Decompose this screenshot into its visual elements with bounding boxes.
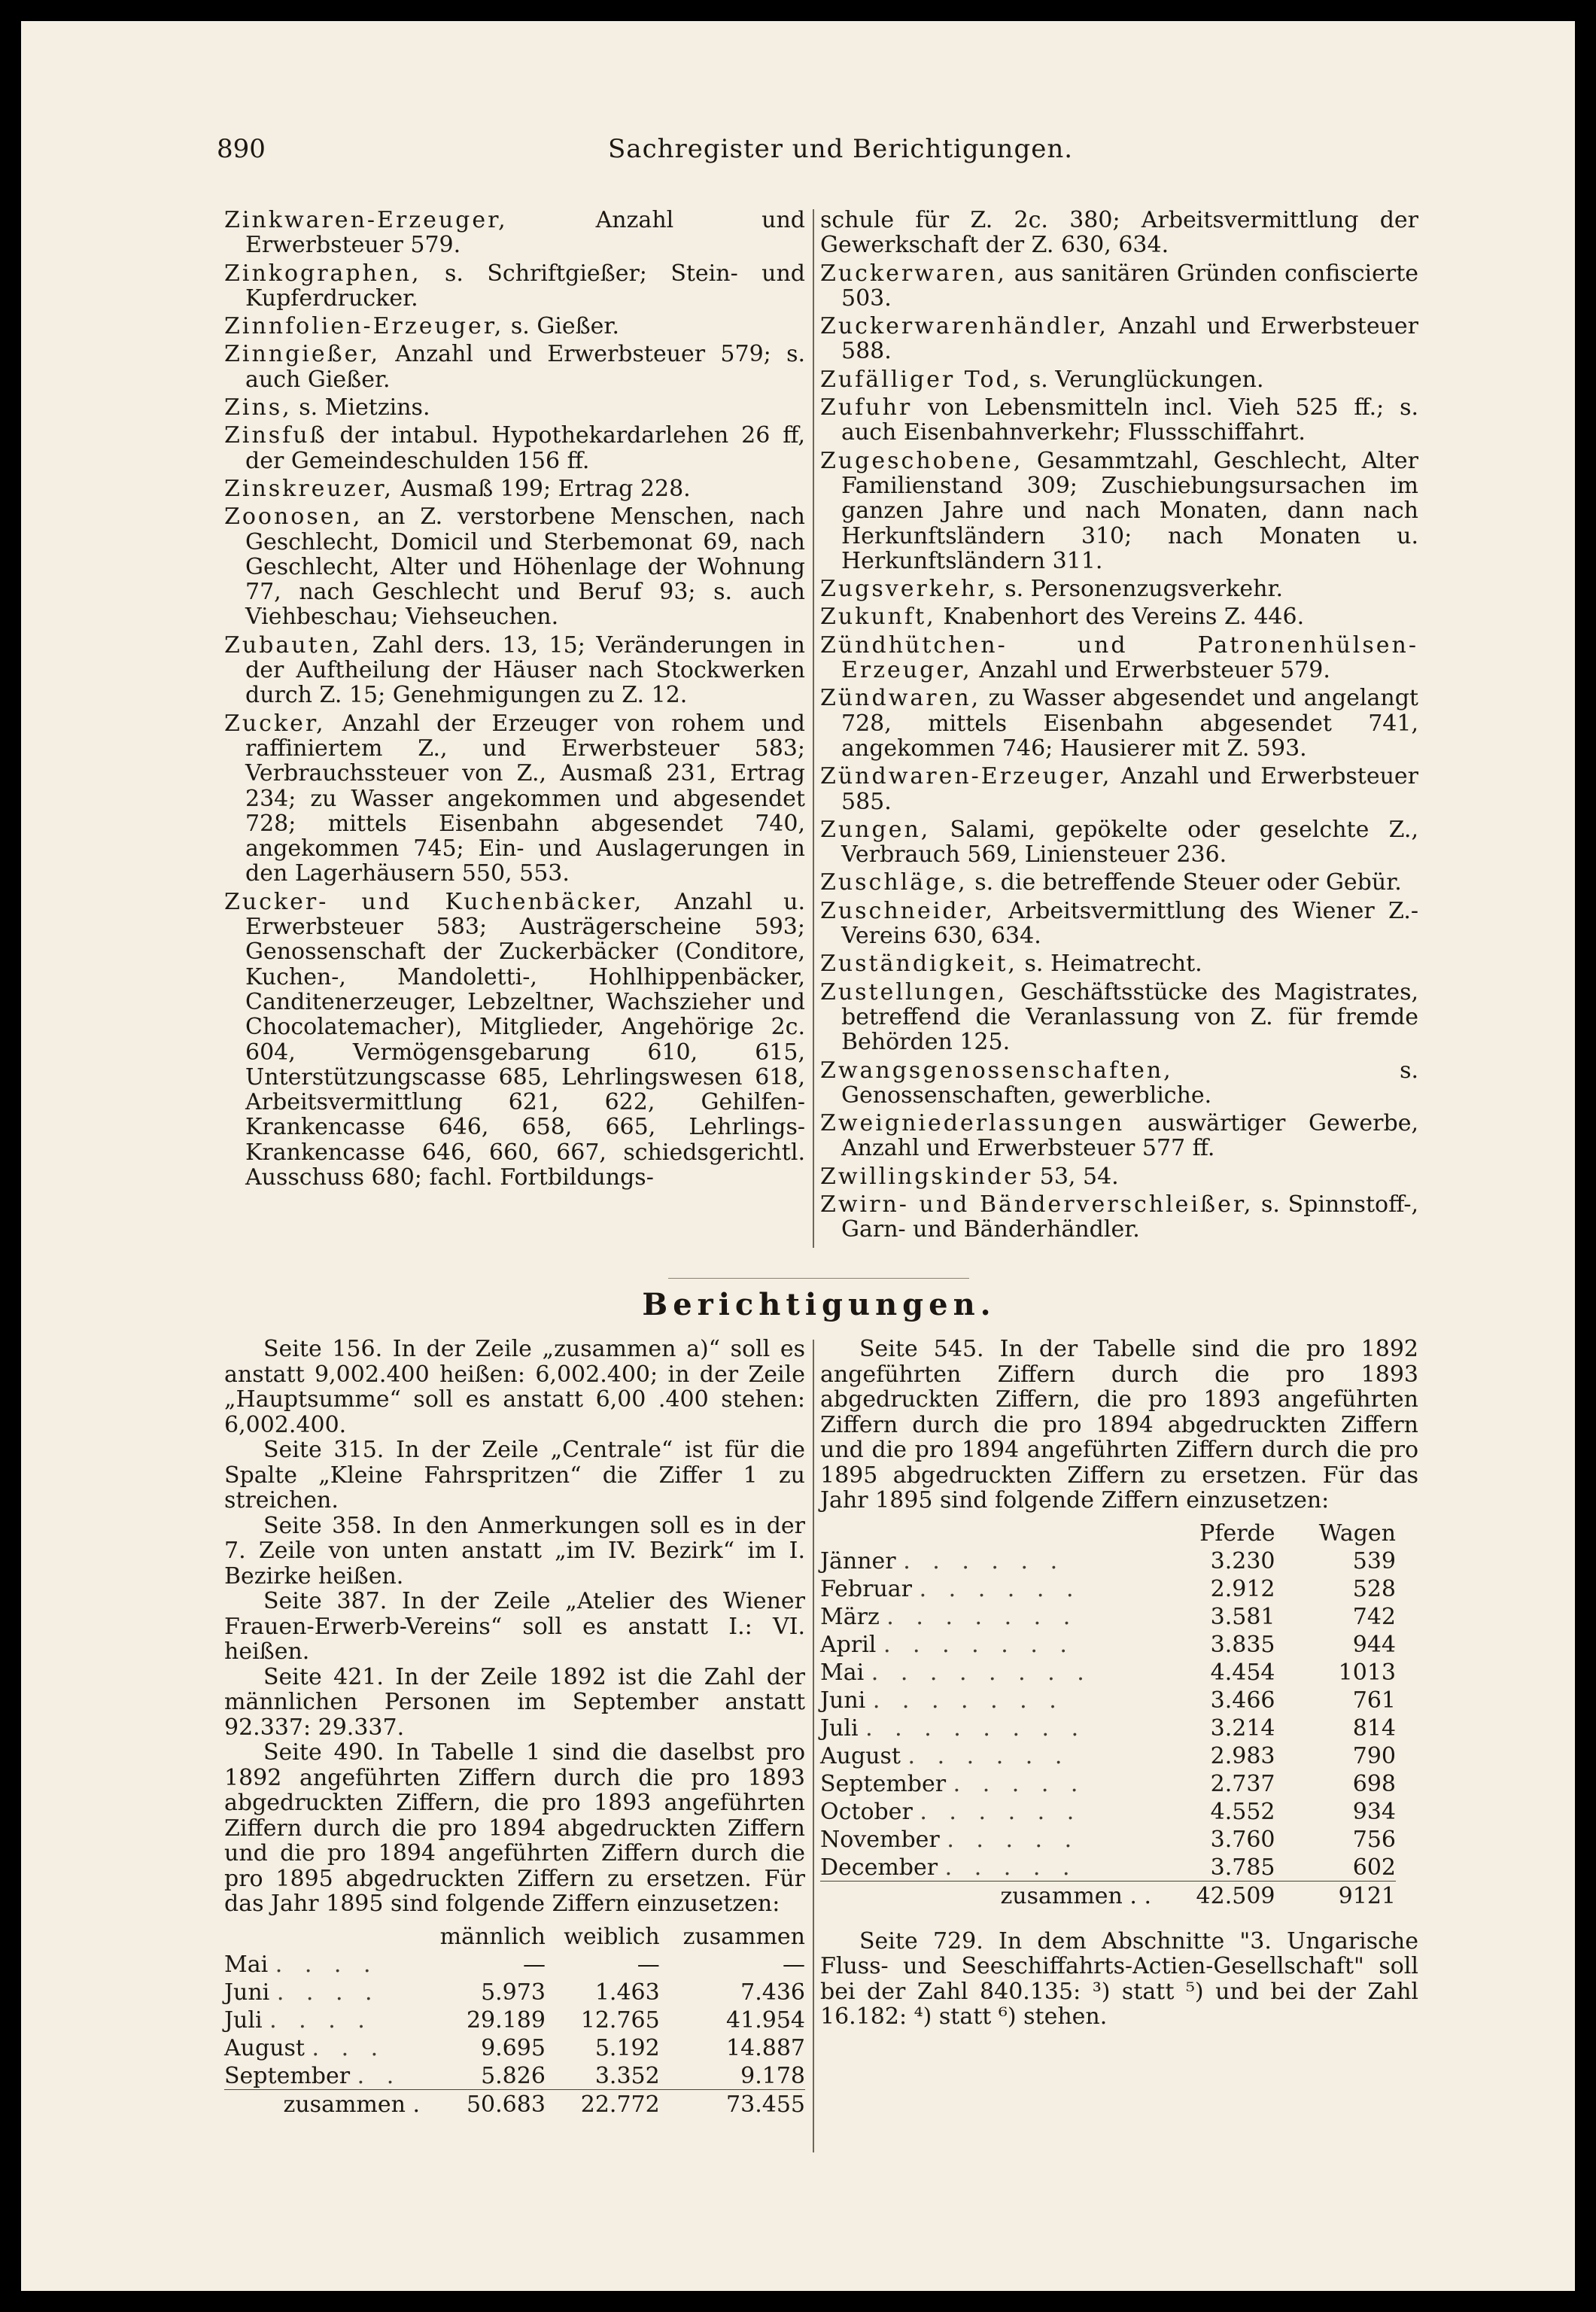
table-cell: 1.463 bbox=[594, 1979, 660, 2006]
month-label: October bbox=[820, 1799, 913, 1825]
entry-lemma: Zugeschobene, bbox=[820, 447, 1023, 474]
dot-leader: . . . . . . . bbox=[886, 1604, 1078, 1630]
correction-paragraph: Seite 545. In der Tabelle sind die pro 1892 angeführten Ziffern durch die pro 1893 abgedruckten Ziffern, die pro 1893 angeführten Ziffern durch die pro 1894 abgedruckten Ziffern und die pro 1894 angeführten Ziffern durch die pro 1895 abgedruckten Ziffern zu ersetzen. Für das Jahr 1895 sind folgende Ziffern einzusetzen: bbox=[820, 1336, 1418, 1513]
month-label: August bbox=[820, 1743, 901, 1769]
month-label: Juli bbox=[224, 2007, 263, 2034]
dot-leader: . . . . . . bbox=[903, 1548, 1066, 1574]
entry-text: Gesammtzahl, Geschlecht, Alter Familienstand 309; Zuschiebungsursachen im ganzen Jahre und nach Monaten, dann nach Herkunftsländern 310; nach Monaten u. Herkunftsländern 311. bbox=[841, 447, 1418, 574]
table-row bbox=[820, 1630, 1396, 1658]
entry-lemma: Zinkwaren-Erzeuger, bbox=[224, 207, 508, 233]
dot-leader: . . . . . . . bbox=[883, 1632, 1075, 1658]
dot-leader: . . . . . . bbox=[919, 1576, 1081, 1602]
entry-lemma: Zwangsgenossenschaften, bbox=[820, 1057, 1173, 1084]
entry-text: 53, 54. bbox=[1032, 1163, 1119, 1190]
entry-text: s. Spinnstoff-, Garn- und Bänderhändler. bbox=[841, 1191, 1418, 1243]
dot-leader: . . . . . bbox=[944, 1854, 1078, 1881]
dot-leader: . . . . . . . . bbox=[865, 1715, 1087, 1742]
table-cell: 602 bbox=[1352, 1854, 1396, 1881]
dot-leader: . . . . . . . . bbox=[871, 1659, 1092, 1686]
table-row bbox=[820, 1602, 1396, 1630]
index-entry bbox=[224, 711, 805, 887]
index-entry bbox=[820, 980, 1418, 1055]
book-page bbox=[21, 21, 1575, 2291]
index-entry bbox=[820, 686, 1418, 761]
entry-text: auswärtiger Gewerbe, Anzahl und Erwerbsteuer 577 ff. bbox=[841, 1110, 1418, 1162]
entry-lemma: Zustellungen, bbox=[820, 978, 1008, 1005]
index-entry bbox=[224, 504, 805, 629]
table-row bbox=[224, 2006, 805, 2034]
month-label: September bbox=[820, 1771, 947, 1797]
table-cell: — bbox=[522, 1952, 546, 1978]
total-label: zusammen . bbox=[224, 2089, 420, 2118]
entry-text: Anzahl und Erwerbsteuer 579. bbox=[971, 657, 1330, 684]
month-cell bbox=[224, 2061, 420, 2090]
entry-text: Ausmaß 199; Ertrag 228. bbox=[393, 475, 691, 502]
month-label: December bbox=[820, 1854, 938, 1881]
table-cell: 3.581 bbox=[1210, 1604, 1275, 1630]
month-label: Mai bbox=[820, 1659, 865, 1686]
month-label: Mai bbox=[224, 1952, 269, 1978]
entry-text: Knabenhort des Vereins Z. 446. bbox=[935, 604, 1305, 631]
index-entry bbox=[820, 576, 1418, 601]
index-entry bbox=[820, 764, 1418, 814]
table-cell: 3.352 bbox=[594, 2063, 660, 2089]
entry-text: schule für Z. 2c. 380; Arbeitsvermittlung der Gewerkschaft der Z. 630, 634. bbox=[820, 207, 1418, 259]
table-cell: 698 bbox=[1352, 1771, 1396, 1797]
table-cell: 42.509 bbox=[1151, 1881, 1275, 1909]
month-cell bbox=[820, 1769, 1151, 1797]
month-label: Juni bbox=[224, 1979, 270, 2006]
entry-text: s. Personenzugsverkehr. bbox=[997, 576, 1284, 603]
month-cell bbox=[224, 2034, 420, 2061]
month-cell bbox=[820, 1547, 1151, 1574]
entry-lemma: Zukunft, bbox=[820, 604, 936, 631]
month-cell bbox=[820, 1825, 1151, 1853]
table-cell: 814 bbox=[1352, 1715, 1396, 1742]
month-cell bbox=[820, 1602, 1151, 1630]
entry-lemma: Zinnfolien-Erzeuger, bbox=[224, 313, 504, 340]
index-entry bbox=[224, 342, 805, 392]
dot-leader: . . . . bbox=[276, 1979, 380, 2006]
index-entry bbox=[224, 314, 805, 339]
entry-text: Anzahl und Erwerbsteuer 579; s. auch Gießer. bbox=[245, 341, 805, 393]
table-cell: 4.552 bbox=[1210, 1799, 1275, 1825]
table-row bbox=[820, 1825, 1396, 1853]
entry-text: s. Genossenschaften, gewerbliche. bbox=[841, 1057, 1418, 1109]
table-cell: 756 bbox=[1352, 1827, 1396, 1853]
entry-lemma: Zweigniederlassungen bbox=[820, 1110, 1125, 1137]
table-header-cell: zusammen bbox=[682, 1924, 805, 1950]
table-row bbox=[224, 1950, 805, 1978]
table-cell: 790 bbox=[1352, 1743, 1396, 1769]
total-label: zusammen . . bbox=[820, 1881, 1151, 1909]
index-entry bbox=[820, 449, 1418, 573]
correction-paragraph: Seite 729. In dem Abschnitte "3. Ungarische Fluss- und Seeschiffahrts-Actien-Gesellschaft" soll bei der Zahl 840.135: ³) statt ⁵) und bei der Zahl 16.182: ⁴) statt ⁶) stehen. bbox=[820, 1927, 1418, 2030]
entry-lemma: Zufuhr bbox=[820, 394, 913, 421]
table-row bbox=[820, 1769, 1396, 1797]
entry-lemma: Zinkographen, bbox=[224, 260, 421, 287]
corrections-column-right bbox=[820, 1337, 1418, 2030]
table-cell: 41.954 bbox=[726, 2007, 805, 2034]
entry-lemma: Zuschläge, bbox=[820, 869, 968, 896]
index-entry bbox=[224, 261, 805, 312]
index-entry bbox=[820, 633, 1418, 683]
index-entry bbox=[820, 1058, 1418, 1109]
table-row bbox=[820, 1714, 1396, 1742]
table-cell: 29.189 bbox=[466, 2007, 546, 2034]
index-entry bbox=[820, 604, 1418, 629]
index-entry bbox=[820, 899, 1418, 949]
table-total-row bbox=[820, 1881, 1396, 1909]
entry-lemma: Zwillingskinder bbox=[820, 1163, 1033, 1190]
table-cell: 9121 bbox=[1275, 1881, 1396, 1909]
entry-lemma: Zins, bbox=[224, 394, 292, 421]
month-cell bbox=[224, 2006, 420, 2034]
table-cell: 742 bbox=[1352, 1604, 1396, 1630]
table-header-row bbox=[224, 1917, 805, 1950]
correction-paragraph: Seite 421. In der Zeile 1892 ist die Zahl der männlichen Personen im September anstatt 92.337: 29.337. bbox=[224, 1663, 805, 1741]
table-cell: 944 bbox=[1352, 1632, 1396, 1658]
index-entry bbox=[820, 1111, 1418, 1161]
month-cell bbox=[820, 1630, 1151, 1658]
table-row bbox=[820, 1547, 1396, 1574]
correction-paragraph: Seite 387. In der Zeile „Atelier des Wiener Frauen-Erwerb-Vereins“ soll es anstatt I.: VI. heißen. bbox=[224, 1588, 805, 1665]
index-entry bbox=[224, 423, 805, 473]
index-entry bbox=[820, 261, 1418, 312]
month-cell bbox=[820, 1686, 1151, 1714]
index-entry bbox=[224, 633, 805, 708]
index-entry bbox=[820, 314, 1418, 364]
dot-leader: . . . bbox=[312, 2035, 386, 2061]
entry-lemma: Zinsfuß bbox=[224, 422, 327, 449]
running-title: Sachregister und Berichtigungen. bbox=[608, 134, 1074, 164]
dot-leader: . . . . . bbox=[953, 1771, 1086, 1797]
table-cell: 2.983 bbox=[1210, 1743, 1275, 1769]
table-cell: 9.178 bbox=[740, 2063, 805, 2089]
index-entry bbox=[820, 870, 1418, 895]
table-cell: 539 bbox=[1352, 1548, 1396, 1574]
month-cell bbox=[820, 1714, 1151, 1742]
index-entry bbox=[820, 395, 1418, 446]
entry-text: s. Gießer. bbox=[503, 313, 620, 340]
entry-text: Anzahl u. Erwerbsteuer 583; Austrägerscheine 593; Genossenschaft der Zuckerbäcker (Conditore, Kuchen-, Mandoletti-, Hohlhippenbäcker, Canditenerzeuger, Lebzeltner, Wachszieher und Chocolatemacher), Mitglieder, Angehörige 2c. 604, Vermögensgebarung 610, 615, Unterstützungscasse 685, Lehrlingswesen 618, Arbeitsvermittlung 621, 622, Gehilfen-Krankencasse 646, 658, 665, Lehrlings-Krankencasse 646, 660, 667, schiedsgerichtl. Ausschuss 680; fachl. Fortbildungs- bbox=[245, 888, 805, 1191]
table-cell: 3.214 bbox=[1210, 1715, 1275, 1742]
table-cell: 50.683 bbox=[420, 2089, 546, 2118]
dot-leader: . . . . . . . bbox=[872, 1687, 1064, 1714]
month-label: November bbox=[820, 1827, 940, 1853]
index-column-left bbox=[224, 208, 805, 1193]
dot-leader: . . . . bbox=[269, 2007, 372, 2034]
month-label: Februar bbox=[820, 1576, 913, 1602]
running-head bbox=[217, 134, 1406, 164]
index-entry bbox=[224, 476, 805, 501]
table-row bbox=[224, 2061, 805, 2090]
entry-text: s. Heimatrecht. bbox=[1017, 951, 1202, 978]
entry-text: s. Schriftgießer; Stein- und Kupferdrucker. bbox=[245, 260, 805, 312]
correction-paragraph: Seite 490. In Tabelle 1 sind die daselbst pro 1892 angeführten Ziffern durch die pro 1893 abgedruckten Ziffern, die pro 1893 angeführten Ziffern durch die pro 1894 abgedruckten Ziffern und die pro 1894 angeführten Ziffern durch die pro 1895 abgedruckten Ziffern zu ersetzen. Für das Jahr 1895 sind folgende Ziffern einzusetzen: bbox=[224, 1739, 805, 1917]
entry-lemma: Zündhütchen- und Patronenhülsen-Erzeuger, bbox=[820, 631, 1418, 684]
table-cell: 3.230 bbox=[1210, 1548, 1275, 1574]
table-page-490 bbox=[224, 1917, 805, 2118]
table-cell: 2.737 bbox=[1210, 1771, 1275, 1797]
entry-lemma: Zinskreuzer, bbox=[224, 475, 394, 502]
table-cell: 73.455 bbox=[660, 2089, 805, 2118]
table-cell: 2.912 bbox=[1210, 1576, 1275, 1602]
table-cell: 3.466 bbox=[1210, 1687, 1275, 1714]
table-cell: 3.835 bbox=[1210, 1632, 1275, 1658]
table-header-cell bbox=[224, 1917, 420, 1950]
entry-text: an Z. verstorbene Menschen, nach Geschlecht, Domicil und Sterbemonat 69, nach Geschlecht, Alter und Höhenlage der Wohnung 77, nach Geschlecht und Beruf 93; s. auch Viehbeschau; Viehseuchen. bbox=[245, 503, 805, 631]
entry-text: Anzahl und Erwerbsteuer 588. bbox=[841, 313, 1418, 365]
entry-text: s. die betreffende Steuer oder Gebür. bbox=[967, 869, 1402, 896]
corrections-heading: Berichtigungen. bbox=[642, 1287, 996, 1322]
month-label: Jänner bbox=[820, 1548, 896, 1574]
table-header-cell: Pferde bbox=[1199, 1520, 1275, 1547]
month-cell bbox=[224, 1978, 420, 2006]
dot-leader: . . . . . bbox=[947, 1827, 1080, 1853]
entry-text: Zahl ders. 13, 15; Veränderungen in der Auftheilung der Häuser nach Stockwerken durch Z. 15; Genehmigungen zu Z. 12. bbox=[245, 631, 805, 709]
month-cell bbox=[820, 1574, 1151, 1602]
table-cell: 9.695 bbox=[481, 2035, 546, 2061]
dot-leader: . . bbox=[357, 2063, 402, 2089]
column-divider bbox=[813, 1340, 814, 2152]
entry-text: Arbeitsvermittlung des Wiener Z.-Vereins 630, 634. bbox=[841, 897, 1418, 950]
entry-lemma: Zinngießer, bbox=[224, 341, 381, 368]
entry-text: Anzahl der Erzeuger von rohem und raffiniertem Z., und Erwerbsteuer 583; Verbrauchssteuer von Z., Ausmaß 231, Ertrag 234; zu Wasser angekommen und abgesendet 728; mittels Eisenbahn abgesendet 740, angekommen 745; Ein- und Auslagerungen in den Lagerhäusern 550, 553. bbox=[245, 710, 805, 887]
entry-lemma: Zwirn- und Bänderverschleißer, bbox=[820, 1191, 1254, 1218]
month-label: April bbox=[820, 1632, 877, 1658]
entry-text: s. Mietzins. bbox=[291, 394, 430, 421]
entry-lemma: Zucker- und Kuchenbäcker, bbox=[224, 888, 644, 915]
entry-text: Salami, gepökelte oder geselchte Z., Verbrauch 569, Liniensteuer 236. bbox=[841, 816, 1418, 869]
page-number: 890 bbox=[217, 134, 266, 164]
table-page-545 bbox=[820, 1513, 1396, 1909]
entry-text: von Lebensmitteln incl. Vieh 525 ff.; s. auch Eisenbahnverkehr; Flussschiffahrt. bbox=[841, 394, 1418, 446]
index-entry bbox=[224, 890, 805, 1191]
entry-text: s. Verunglückungen. bbox=[1022, 366, 1264, 393]
entry-lemma: Zubauten, bbox=[224, 631, 362, 659]
index-entry bbox=[820, 951, 1418, 976]
entry-lemma: Zugsverkehr, bbox=[820, 576, 998, 603]
entry-lemma: Zoonosen, bbox=[224, 503, 363, 531]
table-row bbox=[820, 1797, 1396, 1825]
index-entry bbox=[224, 208, 805, 258]
correction-paragraph: Seite 358. In den Anmerkungen soll es in der 7. Zeile von unten anstatt „im IV. Bezirk“ im I. Bezirke heißen. bbox=[224, 1512, 805, 1590]
entry-lemma: Zuschneider, bbox=[820, 897, 995, 924]
dot-leader: . . . . . . bbox=[920, 1799, 1082, 1825]
table-row bbox=[224, 2034, 805, 2061]
table-header-cell bbox=[820, 1513, 1151, 1547]
index-entry bbox=[820, 367, 1418, 392]
table-cell: 761 bbox=[1352, 1687, 1396, 1714]
table-row bbox=[820, 1658, 1396, 1686]
month-label: Juli bbox=[820, 1715, 859, 1742]
table-header-cell: weiblich bbox=[564, 1924, 660, 1950]
index-entry bbox=[820, 817, 1418, 868]
dot-leader: . . . . bbox=[275, 1952, 378, 1978]
entry-text: Anzahl und Erwerbsteuer 585. bbox=[841, 763, 1418, 815]
correction-paragraph: Seite 156. In der Zeile „zusammen a)“ soll es anstatt 9,002.400 heißen: 6,002.400; in der Zeile „Hauptsumme“ soll es anstatt 6,00 .400 stehen: 6,002.400. bbox=[224, 1336, 805, 1438]
entry-text: aus sanitären Gründen confiscierte 503. bbox=[841, 260, 1418, 312]
table-header-cell: Wagen bbox=[1318, 1520, 1396, 1547]
table-cell: 3.760 bbox=[1210, 1827, 1275, 1853]
table-cell: 5.973 bbox=[481, 1979, 546, 2006]
table-cell: — bbox=[637, 1952, 660, 1978]
corrections-column-left bbox=[224, 1337, 805, 2118]
month-cell bbox=[224, 1950, 420, 1978]
month-label: März bbox=[820, 1604, 880, 1630]
entry-text: der intabul. Hypothekardarlehen 26 ff, der Gemeindeschulden 156 ff. bbox=[245, 422, 805, 474]
column-divider bbox=[813, 209, 814, 1248]
entry-lemma: Zuckerwarenhändler, bbox=[820, 313, 1108, 340]
table-total-row bbox=[224, 2089, 805, 2118]
table-cell: 7.436 bbox=[740, 1979, 805, 2006]
table-cell: 1013 bbox=[1338, 1659, 1396, 1686]
month-label: August bbox=[224, 2035, 305, 2061]
entry-lemma: Zuständigkeit, bbox=[820, 951, 1017, 978]
table-cell: 14.887 bbox=[726, 2035, 805, 2061]
month-cell bbox=[820, 1658, 1151, 1686]
table-cell: — bbox=[783, 1952, 805, 1978]
table-row bbox=[820, 1686, 1396, 1714]
table-cell: 5.192 bbox=[594, 2035, 660, 2061]
table-cell: 12.765 bbox=[580, 2007, 660, 2034]
entry-lemma: Zungen, bbox=[820, 816, 931, 843]
month-cell bbox=[820, 1742, 1151, 1769]
index-entry bbox=[224, 395, 805, 420]
table-cell: 3.785 bbox=[1210, 1854, 1275, 1881]
table-row bbox=[224, 1978, 805, 2006]
table-cell: 4.454 bbox=[1210, 1659, 1275, 1686]
index-entry bbox=[820, 1192, 1418, 1243]
index-entry bbox=[820, 1164, 1418, 1189]
index-column-right bbox=[820, 208, 1418, 1246]
table-row bbox=[820, 1742, 1396, 1769]
table-row bbox=[820, 1574, 1396, 1602]
month-label: Juni bbox=[820, 1687, 866, 1714]
table-header-row bbox=[820, 1513, 1396, 1547]
entry-lemma: Zucker, bbox=[224, 710, 326, 737]
index-entry-continuation bbox=[820, 208, 1418, 258]
correction-paragraph: Seite 315. In der Zeile „Centrale“ ist für die Spalte „Kleine Fahrspritzen“ die Ziffer 1 zu streichen. bbox=[224, 1437, 805, 1513]
table-header-cell: männlich bbox=[439, 1924, 546, 1950]
entry-lemma: Zündwaren, bbox=[820, 685, 981, 712]
month-cell bbox=[820, 1853, 1151, 1882]
month-label: September bbox=[224, 2063, 351, 2089]
month-cell bbox=[820, 1797, 1151, 1825]
section-divider bbox=[668, 1278, 969, 1279]
entry-lemma: Zufälliger Tod, bbox=[820, 366, 1023, 393]
table-cell: 5.826 bbox=[481, 2063, 546, 2089]
entry-lemma: Zuckerwaren, bbox=[820, 260, 1007, 287]
table-cell: 528 bbox=[1352, 1576, 1396, 1602]
dot-leader: . . . . . . bbox=[907, 1743, 1070, 1769]
table-cell: 934 bbox=[1352, 1799, 1396, 1825]
entry-text: Anzahl und Erwerbsteuer 579. bbox=[245, 207, 805, 259]
entry-text: zu Wasser abgesendet und angelangt 728, mittels Eisenbahn abgesendet 741, angekommen 746; Hausierer mit Z. 593. bbox=[841, 685, 1418, 762]
table-row bbox=[820, 1853, 1396, 1882]
entry-text: Geschäftsstücke des Magistrates, betreffend die Veranlassung von Z. für fremde Behörden 125. bbox=[841, 978, 1418, 1056]
table-cell: 22.772 bbox=[546, 2089, 660, 2118]
entry-lemma: Zündwaren-Erzeuger, bbox=[820, 763, 1112, 790]
